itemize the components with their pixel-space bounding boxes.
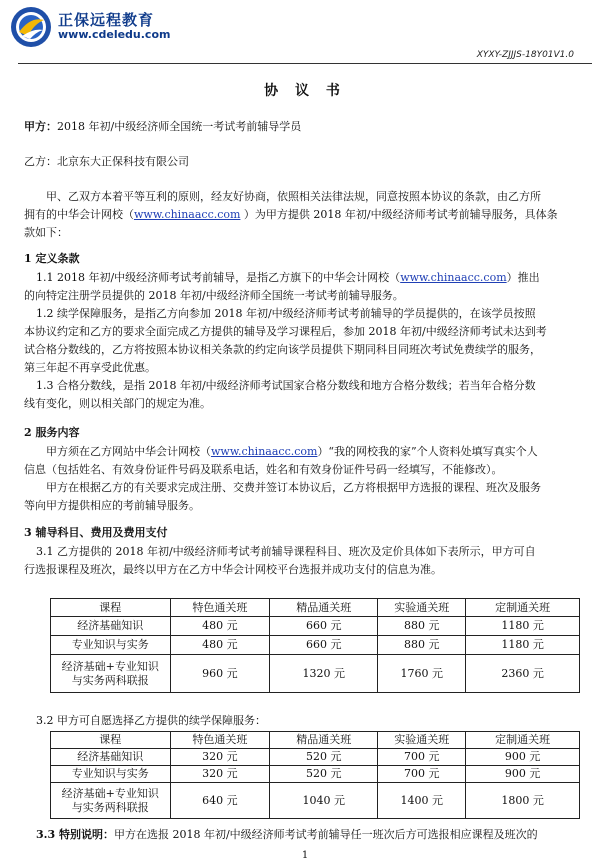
- section-2-heading: 2 服务内容: [24, 426, 80, 439]
- table-header: 实验通关班: [378, 599, 466, 617]
- brand-url: www.cdeledu.com: [58, 28, 171, 41]
- table-header: 精品通关班: [270, 732, 378, 749]
- table-cell: 880 元: [378, 617, 466, 636]
- table-cell: 1400 元: [378, 783, 466, 819]
- table-header: 特色通关班: [170, 732, 270, 749]
- table-header: 课程: [51, 599, 171, 617]
- party-b-label: 乙方：: [24, 155, 57, 168]
- renewal-fee-table: [50, 731, 580, 819]
- table-row: [51, 617, 580, 636]
- s3-p3: [36, 826, 588, 844]
- header-divider: [18, 63, 592, 64]
- intro-line-3: 款如下：: [24, 226, 68, 239]
- table-cell: 660 元: [270, 617, 378, 636]
- party-a-value: 2018 年初/中级经济师全国统一考试考前辅导学员: [57, 120, 302, 133]
- table-cell: 520 元: [270, 766, 378, 783]
- s1-text: ）推出: [506, 271, 540, 284]
- table-cell: 专业知识与实务: [51, 636, 171, 655]
- table-cell: 960 元: [170, 655, 270, 693]
- table-cell: 480 元: [170, 636, 270, 655]
- chinaacc-link[interactable]: www.chinaacc.com: [134, 208, 241, 221]
- cell-line: 经济基础+专业知识: [61, 786, 159, 800]
- table-row: [51, 655, 580, 693]
- s1-p3-line-2: 线有变化，则以相关部门的规定为准。: [24, 397, 211, 410]
- table-cell: 经济基础知识: [51, 749, 171, 766]
- s1-p2-line-4: 第三年起不再享受此优惠。: [24, 361, 156, 374]
- cell-line: 与实务两科联报: [71, 673, 149, 687]
- table-cell: 1320 元: [270, 655, 378, 693]
- table-header: 定制通关班: [466, 599, 580, 617]
- s3-p3-label: 3.3 特别说明：: [36, 828, 114, 841]
- intro-line-1: 甲、乙双方本着平等互利的原则，经友好协商，依照相关法律法规，同意按照本协议的条款，由乙方所: [46, 190, 541, 203]
- table-cell: 专业知识与实务: [51, 766, 171, 783]
- s1-p2-line-1: 1.2 续学保障服务，是指乙方向参加 2018 年初/中级经济师考试考前辅导的学员提供的，在该学员按照: [36, 307, 536, 320]
- table-cell: [51, 783, 171, 819]
- table-cell: 320 元: [170, 749, 270, 766]
- table-cell: 1180 元: [466, 636, 580, 655]
- table-header: 课程: [51, 732, 171, 749]
- table-header-row: [51, 599, 580, 617]
- s3-p1-line-1: 3.1 乙方提供的 2018 年初/中级经济师考试考前辅导课程科目、班次及定价具体如下表所示，甲方可自: [36, 545, 536, 558]
- s3-p3-text: 甲方在选报 2018 年初/中级经济师考试考前辅导任一班次后方可选报相应课程及班次的: [113, 828, 538, 841]
- table-cell: 2360 元: [466, 655, 580, 693]
- table-header: 实验通关班: [378, 732, 466, 749]
- table-row: [51, 749, 580, 766]
- chinaacc-link[interactable]: www.chinaacc.com: [211, 445, 318, 458]
- table-row: [51, 766, 580, 783]
- table-cell: 1180 元: [466, 617, 580, 636]
- table-cell: 900 元: [466, 766, 580, 783]
- s2-p1-line-2: 信息（包括姓名、有效身份证件号码及联系电话，姓名和有效身份证件号码一经填写，不能修改）。: [24, 463, 503, 476]
- table-cell: 520 元: [270, 749, 378, 766]
- party-a: [24, 118, 588, 136]
- table-cell: 700 元: [378, 766, 466, 783]
- table-cell: [51, 655, 171, 693]
- table-row: [51, 636, 580, 655]
- cell-line: 与实务两科联报: [71, 800, 149, 814]
- s2-p2-line-2: 等向甲方提供相应的考前辅导服务。: [24, 499, 200, 512]
- s3-p1-line-2: 行选报课程及班次，最终以甲方在乙方中华会计网校平台选报并成功支付的信息为准。: [24, 563, 442, 576]
- table-cell: 660 元: [270, 636, 378, 655]
- section-3-heading: 3 辅导科目、费用及费用支付: [24, 526, 168, 539]
- intro-text: ）为甲方提供 2018 年初/中级经济师考试考前辅导服务，具体条: [240, 208, 558, 221]
- s1-p2-line-2: 本协议约定和乙方的要求全面完成乙方提供的辅导及学习课程后，参加 2018 年初/中级经济师考试未达到考: [24, 325, 547, 338]
- chinaacc-link[interactable]: www.chinaacc.com: [400, 271, 507, 284]
- cdel-logo-icon: [10, 6, 52, 48]
- s1-p3-line-1: 1.3 合格分数线，是指 2018 年初/中级经济师考试国家合格分数线和地方合格分数线；若当年合格分数: [36, 379, 536, 392]
- table-header: 精品通关班: [270, 599, 378, 617]
- s1-text: 1.1 2018 年初/中级经济师考试考前辅导，是指乙方旗下的中华会计网校（: [36, 271, 401, 284]
- intro-text: 拥有的中华会计网校（: [24, 208, 134, 221]
- brand-name: 正保远程教育: [58, 11, 155, 29]
- table-cell: 320 元: [170, 766, 270, 783]
- s1-p2-line-3: 试合格分数线的，乙方将按照本协议相关条款的约定向该学员提供下期同科目同班次考试免费续学的服务，: [24, 343, 541, 356]
- intro-line-2: [24, 206, 588, 224]
- s3-p2: 3.2 甲方可自愿选择乙方提供的续学保障服务：: [36, 714, 266, 727]
- table-cell: 700 元: [378, 749, 466, 766]
- document-title: 协 议 书: [264, 83, 346, 99]
- table-cell: 1800 元: [466, 783, 580, 819]
- table-cell: 900 元: [466, 749, 580, 766]
- s1-p1-line-2: 的向特定注册学员提供的 2018 年初/中级经济师全国统一考试考前辅导服务。: [24, 289, 404, 302]
- s1-p1-line-1: [36, 269, 588, 287]
- party-b-value: 北京东大正保科技有限公司: [57, 155, 189, 168]
- table-row: [51, 783, 580, 819]
- party-a-label: 甲方：: [24, 120, 57, 133]
- section-1-heading: 1 定义条款: [24, 252, 80, 265]
- table-cell: 经济基础知识: [51, 617, 171, 636]
- document-code: XYXY-ZJJJS-18Y01V1.0: [476, 50, 574, 60]
- party-b: [24, 153, 588, 171]
- s2-text: 甲方须在乙方网站中华会计网校（: [46, 445, 211, 458]
- table-header-row: [51, 732, 580, 749]
- table-cell: 880 元: [378, 636, 466, 655]
- table-cell: 640 元: [170, 783, 270, 819]
- table-header: 特色通关班: [170, 599, 270, 617]
- table-cell: 480 元: [170, 617, 270, 636]
- s2-p1-line-1: [46, 443, 588, 461]
- cell-line: 经济基础+专业知识: [61, 659, 159, 673]
- table-header: 定制通关班: [466, 732, 580, 749]
- table-cell: 1760 元: [378, 655, 466, 693]
- fee-table: [50, 598, 580, 693]
- page-number: 1: [301, 850, 309, 861]
- s2-p2-line-1: 甲方在根据乙方的有关要求完成注册、交费并签订本协议后，乙方将根据甲方选报的课程、班次及服务: [46, 481, 541, 494]
- s2-text: ）“我的网校我的家”个人资料处填写真实个人: [317, 445, 538, 458]
- table-cell: 1040 元: [270, 783, 378, 819]
